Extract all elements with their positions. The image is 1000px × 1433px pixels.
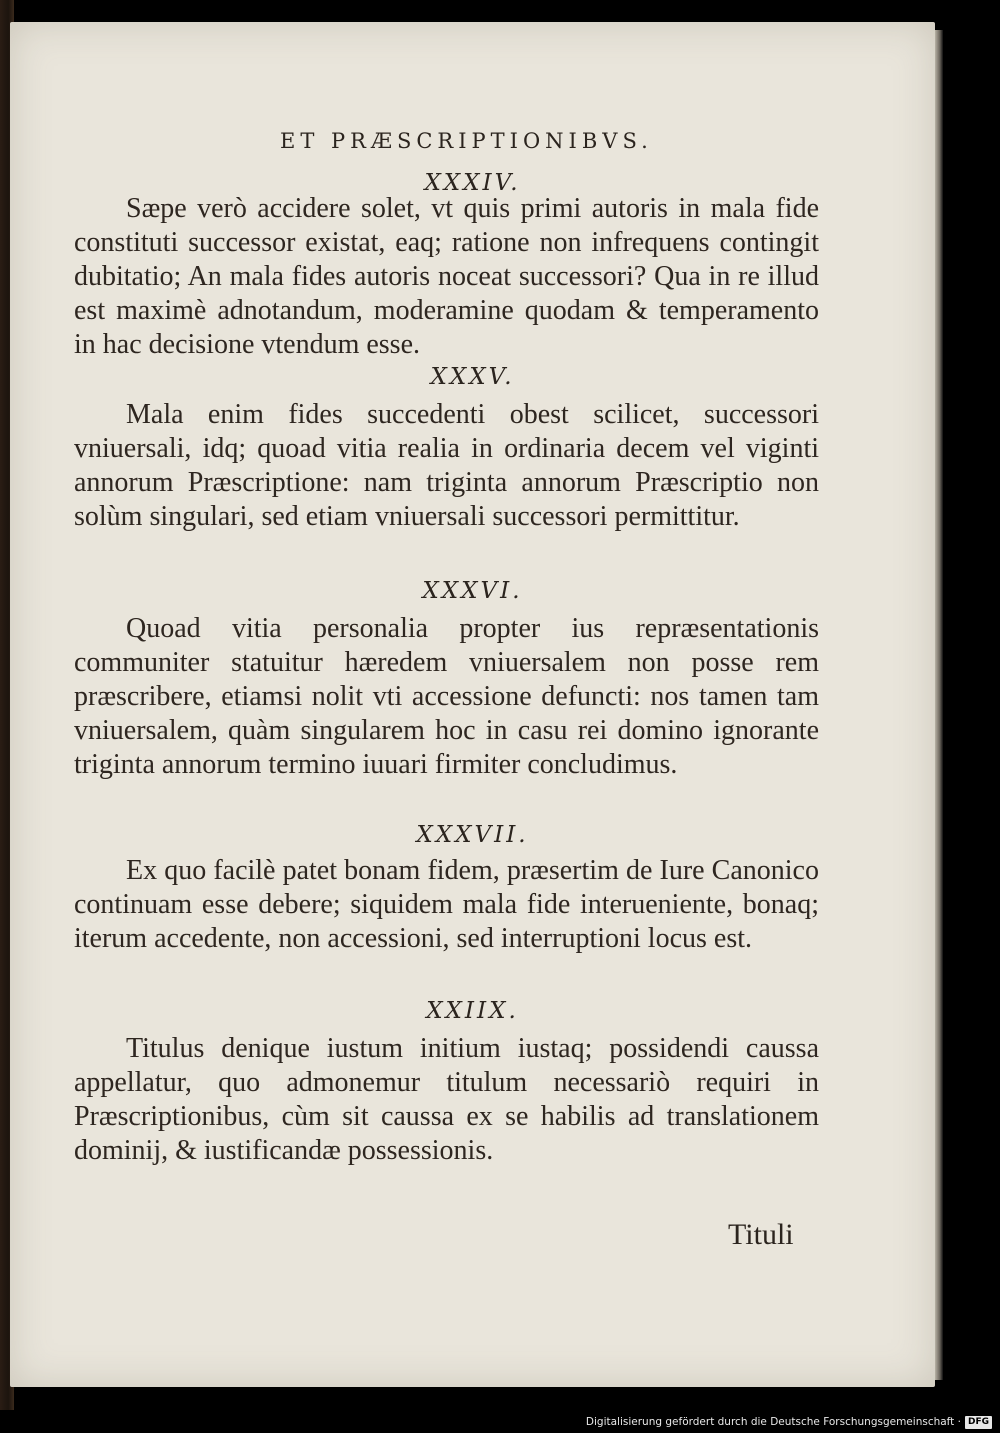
running-head: ET PRÆSCRIPTIONIBVS.	[280, 129, 653, 153]
book-page	[10, 22, 935, 1387]
dfg-logo-icon: DFG	[965, 1416, 992, 1429]
page-edge	[935, 30, 943, 1380]
section-number: XXXIV.	[424, 170, 521, 196]
section-paragraph: Quoad vitia personalia propter ius repræsentationis communiter statuitur hæredem vniuersalem non posse rem præscribere, etiamsi nolit vti accessione defuncti: nos tamen tam vniuersalem, quàm singularem hoc in casu rei domino ignorante triginta annorum termino iuuari firmiter concludimus.	[74, 613, 819, 780]
section-number: XXXVI.	[422, 578, 523, 604]
section-number: XXXV.	[430, 364, 515, 390]
section-number: XXIIX.	[426, 998, 519, 1024]
catchword: Tituli	[728, 1218, 794, 1251]
section-paragraph: Sæpe verò accidere solet, vt quis primi autoris in mala fide constituti successor existat, eaq; ratione non infrequens contingit dubitatio; An mala fides autoris noceat successori? Qua in re illud est maximè adnotandum, moderamine quodam & temperamento in hac decisione vtendum esse.	[74, 193, 819, 360]
section-number: XXXVII.	[416, 822, 529, 848]
section-paragraph: Mala enim fides succedenti obest scilicet, successori vniuersali, idq; quoad vitia realia in ordinaria decem vel viginti annorum Præscriptione: nam triginta annorum Præscriptio non solùm singulari, sed etiam vniuersali successori permittitur.	[74, 399, 819, 532]
section-paragraph: Ex quo facilè patet bonam fidem, præsertim de Iure Canonico continuam esse debere; siquidem mala fide interueniente, bonaq; iterum accedente, non accessioni, sed interruptioni locus est.	[74, 855, 819, 954]
footer-text: Digitalisierung gefördert durch die Deutsche Forschungsgemeinschaft ·	[585, 1416, 961, 1428]
footer-credit	[586, 1414, 992, 1430]
section-paragraph: Titulus denique iustum initium iustaq; possidendi caussa appellatur, quo admonemur titulum necessariò requiri in Præscriptionibus, cùm sit caussa ex se habilis ad translationem dominij, & iustificandæ possessionis.	[74, 1033, 819, 1166]
